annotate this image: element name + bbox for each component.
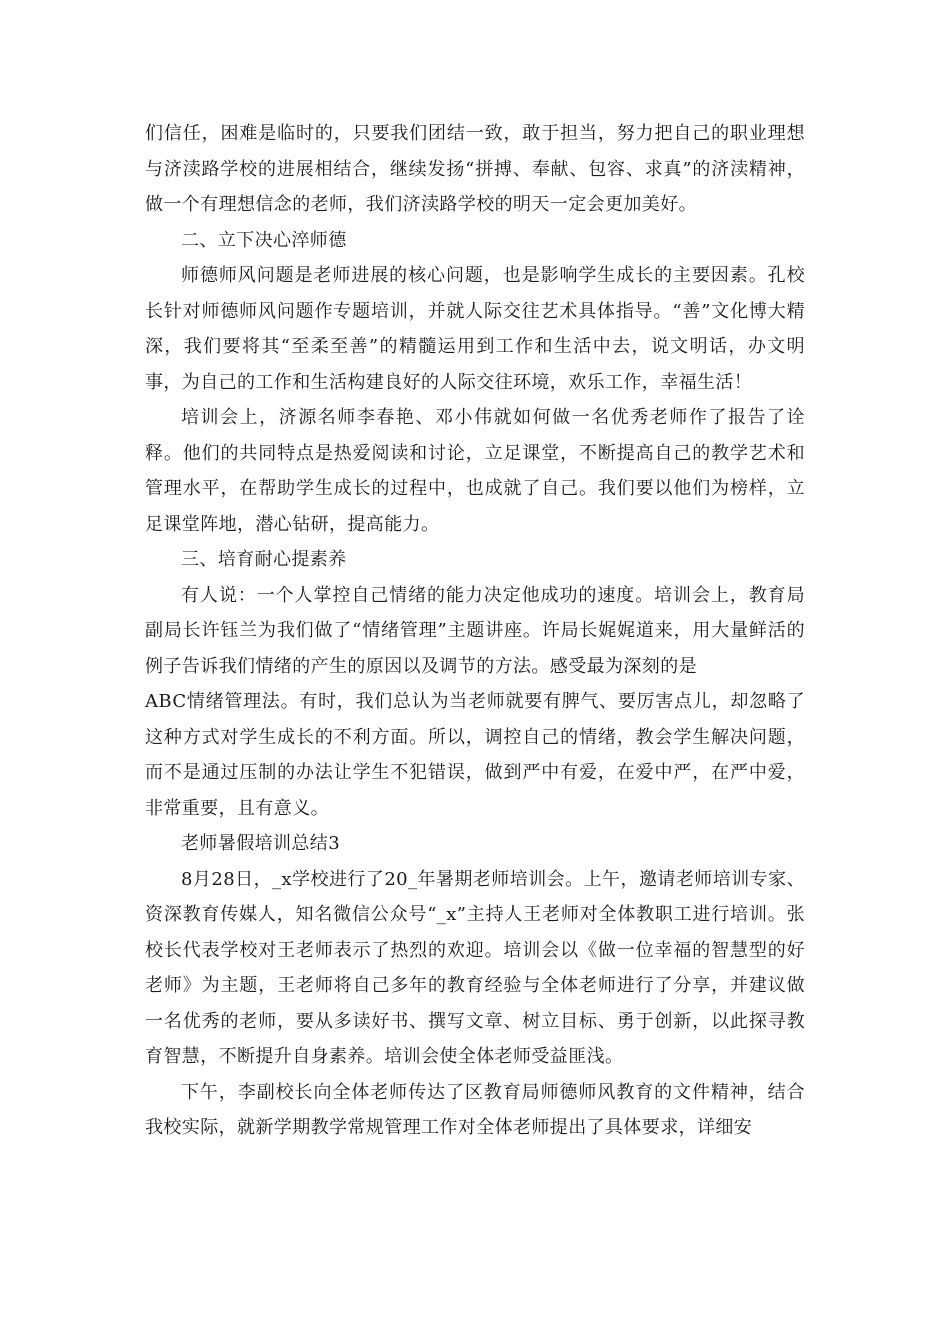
document-body: [145, 116, 805, 1146]
paragraph-body: 师德师风问题是老师进展的核心问题，也是影响学生成长的主要因素。孔校长针对师德师风问题作专题培训，并就人际交往艺术具体指导。“善”文化博大精深，我们要将其“至柔至善”的精髓运用到工作和生活中去，说文明话，办文明事，为自己的工作和生活构建良好的人际交往环境，欢乐工作，幸福生活！: [145, 265, 805, 393]
paragraph-body: 有人说：一个人掌控自己情绪的能力决定他成功的速度。培训会上，教育局副局长许钰兰为我们做了“情绪管理”主题讲座。许局长娓娓道来，用大量鲜活的例子告诉我们情绪的产生的原因以及调节的方法。感受最为深刻的是: [145, 584, 805, 677]
paragraph-body: 下午，李副校长向全体老师传达了区教育局师德师风教育的文件精神，结合我校实际，就新学期教学常规管理工作对全体老师提出了具体要求，详细安: [145, 1081, 805, 1138]
paragraph-body: 8月28日，_x学校进行了20_年暑期老师培训会。上午，邀请老师培训专家、资深教育传媒人，知名微信公众号“_x”主持人王老师对全体教职工进行培训。张校长代表学校对王老师表示了热烈的欢迎。培训会以《做一位幸福的智慧型的好老师》为主题，王老师将自己多年的教育经验与全体老师进行了分享，并建议做一名优秀的老师，要从多读好书、撰写文章、树立目标、勇于创新，以此探寻教育智慧，不断提升自身素养。培训会使全体老师受益匪浅。: [145, 868, 805, 1067]
document-title-3: 老师暑假培训总结3: [181, 833, 341, 854]
paragraph-continuation: 们信任，困难是临时的，只要我们团结一致，敢于担当，努力把自己的职业理想与济渎路学校的进展相结合，继续发扬“拼搏、奉献、包容、求真”的济渎精神，做一个有理想信念的老师，我们济渎路学校的明天一定会更加美好。: [145, 123, 805, 215]
section-heading-3: 三、培育耐心提素养: [181, 549, 347, 570]
section-heading-2: 二、立下决心淬师德: [181, 229, 347, 251]
paragraph-body: 培训会上，济源名师李春艳、邓小伟就如何做一名优秀老师作了报告了诠释。他们的共同特点是热爱阅读和讨论，立足课堂，不断提高自己的教学艺术和管理水平，在帮助学生成长的过程中，也成就了自己。我们要以他们为榜样，立足课堂阵地，潜心钻研，提高能力。: [145, 407, 805, 535]
paragraph-continuation: ABC情绪管理法。有时，我们总认为当老师就要有脾气、要厉害点儿，却忽略了这种方式对学生成长的不利方面。所以，调控自己的情绪，教会学生解决问题，而不是通过压制的办法让学生不犯错误，做到严中有爱，在爱中严，在严中爱，非常重要，且有意义。: [145, 691, 805, 819]
